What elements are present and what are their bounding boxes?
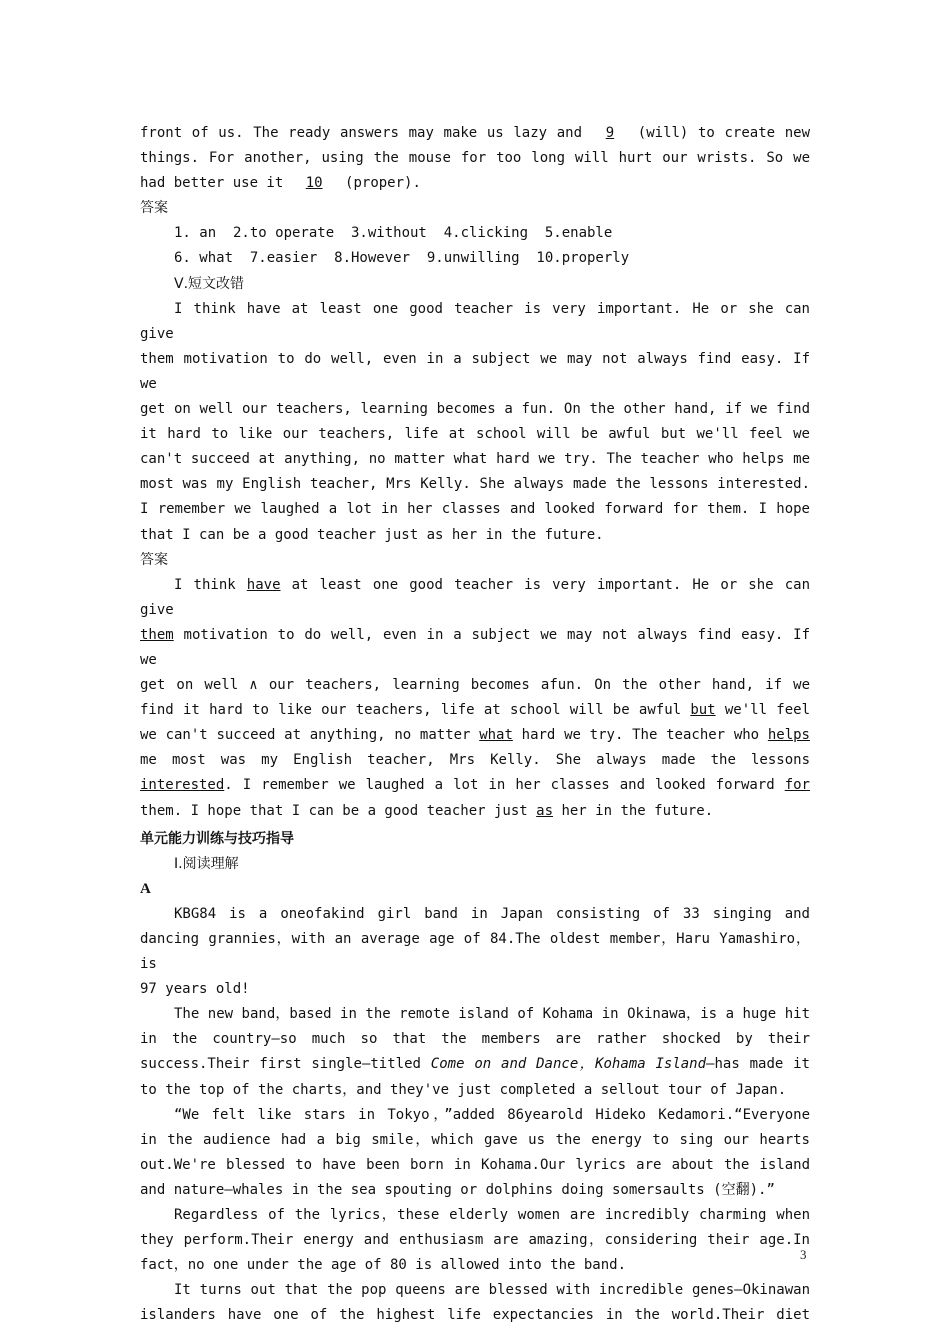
text-span: front of us. The ready answers may make us lazy and — [140, 125, 583, 141]
correction-mark: for — [784, 777, 810, 794]
answer-heading: 答案 — [140, 200, 168, 217]
reading-line: islanders have one of the highest life expectancies in the world.Their diet — [140, 1307, 810, 1324]
reading-section-title: Ⅰ.阅读理解 — [174, 855, 239, 872]
passage-line: it hard to like our teachers, life at school will be awful but we'll feel we — [140, 426, 810, 443]
passage-line: them motivation to do well, even in a subject we may not always find easy. If we — [140, 350, 810, 392]
reading-line: they perform.Their energy and enthusiasm are amazing，considering their age.In — [140, 1232, 810, 1249]
text-line: things. For another, using the mouse for too long will hurt our wrists. So we — [140, 150, 810, 167]
page-number: 3 — [800, 1247, 807, 1262]
reading-line: Regardless of the lyrics，these elderly women are incredibly charming when — [174, 1207, 810, 1224]
reading-line: in the audience had a big smile，which gave us the energy to sing our hearts — [140, 1131, 810, 1148]
unit-title: 单元能力训练与技巧指导 — [140, 830, 294, 847]
reading-paragraph-1 — [140, 902, 810, 1002]
passage-line: I think have at least one good teacher is very important. He or she can give — [140, 300, 810, 342]
correction-mark: as — [536, 802, 554, 819]
reading-paragraph-5 — [140, 1278, 810, 1328]
error-passage — [140, 297, 810, 548]
correction-mark: have — [246, 576, 281, 593]
text-span: (proper). — [345, 175, 421, 192]
text-span: at least one good teacher is very important. He or she can give — [140, 576, 810, 618]
answer-row-1: 1. an 2.to operate 3.without 4.clicking 5.enable — [174, 225, 613, 242]
text-span: . I remember we laughed a lot in her classes and looked forward — [224, 777, 785, 794]
passage-line: can't succeed at anything, no matter what hard we try. The teacher who helps me — [140, 451, 810, 468]
text-span: find it hard to like our teachers, life at school will be awful — [140, 702, 691, 719]
reading-paragraph-4 — [140, 1203, 810, 1278]
song-title: Come on and Dance，Kohama Island — [430, 1056, 707, 1073]
passage-line: that I can be a good teacher just as her in the future. — [140, 526, 604, 543]
text-span: motivation to do well, even in a subject we may not always find easy. If we — [140, 626, 810, 668]
corrected-line: get on well ∧ our teachers, learning becomes afun. On the other hand, if we — [140, 677, 810, 694]
text-line — [140, 121, 810, 146]
text-span: hard we try. The teacher who — [512, 727, 768, 744]
correction-mark: them — [140, 626, 174, 643]
reading-paragraph-3 — [140, 1103, 810, 1203]
blank-10: 10 — [305, 175, 323, 192]
text-span: success.Their first single—titled — [140, 1056, 431, 1073]
blank-9: 9 — [605, 125, 615, 141]
text-span: we'll feel — [715, 702, 810, 719]
text-span: her in the future. — [553, 802, 714, 819]
reading-line: fact，no one under the age of 80 is allowed into the band. — [140, 1257, 627, 1274]
text-span: them. I hope that I can be a good teacher just — [140, 802, 537, 819]
section-error-correction-title: Ⅴ.短文改错 — [174, 275, 245, 292]
text-span: had better use it — [140, 175, 284, 192]
reading-line: out.We're blessed to have been born in Kohama.Our lyrics are about the island — [140, 1156, 810, 1173]
correction-mark: but — [690, 702, 716, 719]
reading-line: dancing grannies，with an average age of 84.The oldest member，Haru Yamashiro，is — [140, 931, 810, 973]
corrected-line — [140, 799, 810, 824]
reading-paragraph-2 — [140, 1002, 810, 1102]
text-line — [140, 171, 810, 196]
correction-mark: helps — [767, 727, 810, 744]
reading-line: “We felt like stars in Tokyo，”added 86yearold Hideko Kedamori.“Everyone — [174, 1106, 810, 1123]
reading-line: to the top of the charts，and they've just completed a sellout tour of Japan. — [140, 1081, 787, 1098]
reading-line: It turns out that the pop queens are blessed with incredible genes—Okinawan — [174, 1282, 810, 1299]
corrected-line — [140, 773, 810, 798]
corrected-line — [140, 573, 810, 623]
reading-line: 97 years old! — [140, 981, 250, 998]
reading-line: and nature—whales in the sea spouting or dolphins doing somersaults (空翻).” — [140, 1181, 775, 1198]
correction-mark: what — [479, 727, 513, 744]
corrected-line — [140, 723, 810, 748]
page-content — [140, 121, 810, 1329]
answer-row-2: 6. what 7.easier 8.However 9.unwilling 10.properly — [174, 250, 630, 267]
passage-line: I remember we laughed a lot in her classes and looked forward for them. I hope — [140, 501, 810, 518]
passage-line: most was my English teacher, Mrs Kelly. She always made the lessons interested. — [140, 476, 810, 493]
previous-exercise-ending — [140, 121, 810, 196]
corrected-passage — [140, 573, 810, 824]
text-span: I think — [174, 576, 247, 593]
reading-line: KBG84 is a oneofakind girl band in Japan consisting of 33 singing and — [174, 905, 810, 922]
correction-mark: interested — [140, 777, 225, 794]
corrected-line — [140, 698, 810, 723]
text-span: (will) to create new — [637, 125, 811, 141]
reading-line: The new band，based in the remote island of Kohama in Okinawa，is a huge hit — [174, 1006, 810, 1023]
text-span: —has made it — [706, 1056, 810, 1073]
text-span: we can't succeed at anything, no matter — [140, 727, 480, 744]
answer-heading-2: 答案 — [140, 551, 168, 568]
reading-line — [140, 1052, 810, 1077]
corrected-line: me most was my English teacher, Mrs Kelly. She always made the lessons — [140, 752, 810, 769]
part-label: A — [140, 880, 151, 897]
passage-line: get on well our teachers, learning becomes a fun. On the other hand, if we find — [140, 401, 810, 418]
corrected-line — [140, 623, 810, 673]
reading-line: in the country—so much so that the members are rather shocked by their — [140, 1031, 810, 1048]
